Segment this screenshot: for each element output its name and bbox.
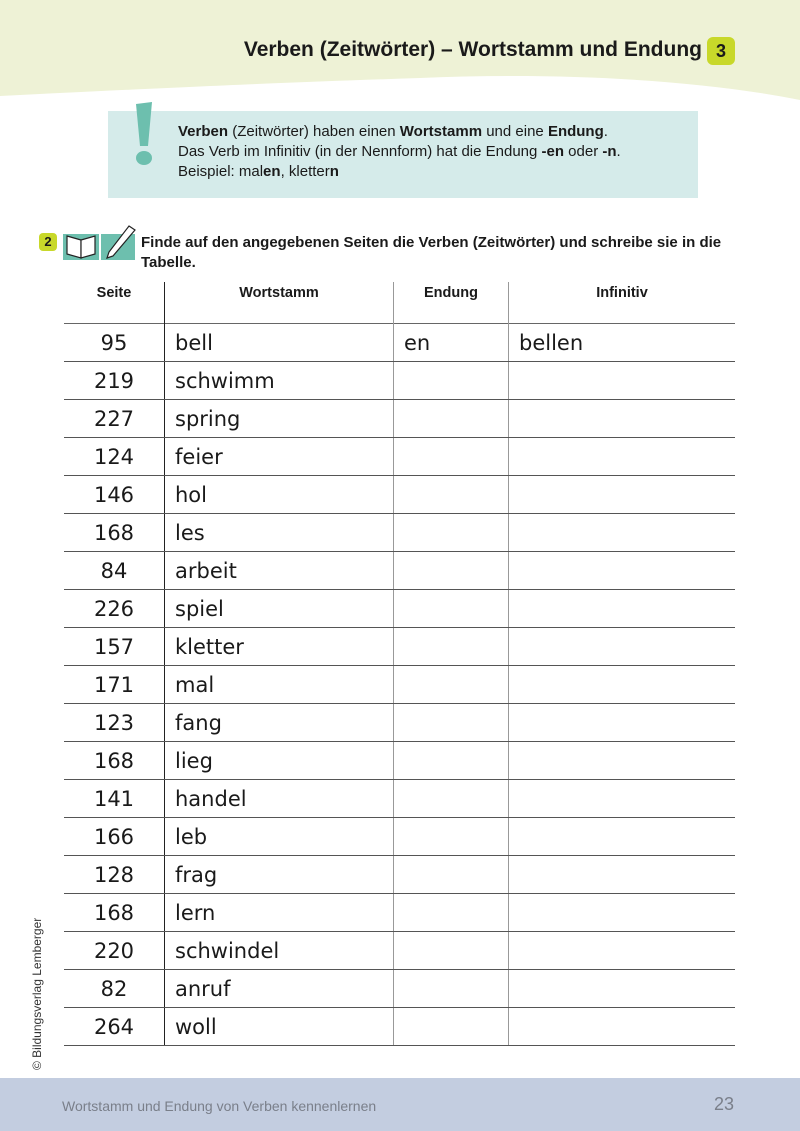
info-segment: -en [541, 143, 565, 160]
cell-infinitiv[interactable] [509, 704, 736, 742]
table-row [64, 742, 735, 780]
cell-infinitiv[interactable] [509, 970, 736, 1008]
header-infinitiv: Infinitiv [596, 285, 648, 301]
cell-endung[interactable] [394, 438, 509, 476]
info-segment: -n [602, 143, 617, 160]
cell-seite: 157 [64, 628, 165, 666]
cell-seite: 227 [64, 400, 165, 438]
cell-seite: 219 [64, 362, 165, 400]
cell-seite: 95 [64, 324, 165, 362]
info-segment: Endung [547, 123, 604, 140]
cell-endung[interactable] [394, 552, 509, 590]
cell-endung[interactable] [394, 400, 509, 438]
info-line-2 [178, 142, 621, 162]
cell-endung[interactable] [394, 514, 509, 552]
cell-wortstamm: anruf [165, 970, 394, 1008]
cell-endung[interactable]: en [394, 324, 509, 362]
cell-infinitiv[interactable] [509, 476, 736, 514]
table-row [64, 628, 735, 666]
info-segment: . [616, 143, 621, 160]
cell-wortstamm: fang [165, 704, 394, 742]
cell-endung[interactable] [394, 362, 509, 400]
table-row [64, 856, 735, 894]
cell-seite: 220 [64, 932, 165, 970]
table-row [64, 894, 735, 932]
cell-wortstamm: feier [165, 438, 394, 476]
cell-wortstamm: woll [165, 1008, 394, 1046]
chapter-badge: 3 [707, 37, 735, 65]
cell-infinitiv[interactable] [509, 400, 736, 438]
info-segment: Beispiel: mal [178, 163, 264, 180]
cell-seite: 168 [64, 894, 165, 932]
cell-endung[interactable] [394, 742, 509, 780]
cell-seite: 123 [64, 704, 165, 742]
cell-wortstamm: mal [165, 666, 394, 704]
pencil-icon [101, 226, 135, 260]
table-row [64, 704, 735, 742]
table-row [64, 666, 735, 704]
cell-infinitiv[interactable] [509, 552, 736, 590]
cell-seite: 146 [64, 476, 165, 514]
cell-wortstamm: spiel [165, 590, 394, 628]
exclamation-icon [128, 100, 164, 170]
cell-seite: 128 [64, 856, 165, 894]
cell-seite: 171 [64, 666, 165, 704]
table-row [64, 324, 735, 362]
cell-seite: 124 [64, 438, 165, 476]
task-instruction: Finde auf den angegebenen Seiten die Verben (Zeitwörter) und schreibe sie in die Tabelle. [141, 234, 722, 271]
cell-endung[interactable] [394, 590, 509, 628]
table-row [64, 818, 735, 856]
cell-infinitiv[interactable] [509, 780, 736, 818]
cell-wortstamm: lern [165, 894, 394, 932]
cell-seite: 166 [64, 818, 165, 856]
table-header-row [64, 282, 735, 324]
table-row [64, 552, 735, 590]
cell-endung[interactable] [394, 970, 509, 1008]
header-seite: Seite [64, 282, 165, 324]
info-segment: oder [564, 143, 603, 160]
cell-infinitiv[interactable] [509, 362, 736, 400]
cell-wortstamm: schwindel [165, 932, 394, 970]
cell-wortstamm: leb [165, 818, 394, 856]
info-segment: Das Verb im Infinitiv (in der Nennform) hat die Endung [178, 143, 542, 160]
info-line-3 [178, 162, 621, 182]
info-segment: n [329, 163, 339, 180]
header-endung: Endung [394, 282, 509, 324]
cell-wortstamm: spring [165, 400, 394, 438]
cell-endung[interactable] [394, 932, 509, 970]
cell-infinitiv[interactable] [509, 666, 736, 704]
cell-wortstamm: kletter [165, 628, 394, 666]
cell-infinitiv[interactable] [509, 590, 736, 628]
info-line-1 [178, 122, 621, 142]
cell-infinitiv[interactable]: bellen [509, 324, 736, 362]
cell-endung[interactable] [394, 894, 509, 932]
info-segment: und eine [482, 123, 548, 140]
cell-endung[interactable] [394, 1008, 509, 1046]
table-row [64, 1008, 735, 1046]
page-title: Verben (Zeitwörter) – Wortstamm und Endung [243, 38, 702, 61]
footer-text: Wortstamm und Endung von Verben kennenlernen [62, 1098, 377, 1114]
header-wortstamm: Wortstamm [165, 282, 394, 324]
cell-seite: 82 [64, 970, 165, 1008]
cell-infinitiv[interactable] [509, 818, 736, 856]
table-row [64, 590, 735, 628]
cell-endung[interactable] [394, 856, 509, 894]
cell-infinitiv[interactable] [509, 438, 736, 476]
cell-wortstamm: hol [165, 476, 394, 514]
cell-wortstamm: handel [165, 780, 394, 818]
book-icon [63, 234, 99, 260]
table-row [64, 400, 735, 438]
cell-infinitiv[interactable] [509, 894, 736, 932]
cell-seite: 264 [64, 1008, 165, 1046]
cell-endung[interactable] [394, 476, 509, 514]
table-row [64, 932, 735, 970]
page-number: 23 [714, 1094, 735, 1114]
copyright: © Bildungsverlag Lemberger [30, 917, 44, 1070]
table-row [64, 780, 735, 818]
info-segment: (Zeitwörter) haben einen [228, 123, 400, 140]
info-text [178, 122, 621, 182]
verb-table [64, 282, 735, 1046]
cell-endung[interactable] [394, 704, 509, 742]
cell-seite: 84 [64, 552, 165, 590]
info-segment: . [603, 123, 608, 140]
cell-seite: 168 [64, 514, 165, 552]
info-segment: en [263, 163, 281, 180]
cell-infinitiv[interactable] [509, 514, 736, 552]
info-segment: Verben [178, 123, 229, 140]
info-segment: , kletter [280, 163, 330, 180]
info-segment: Wortstamm [399, 123, 483, 140]
cell-wortstamm: schwimm [165, 362, 394, 400]
cell-endung[interactable] [394, 628, 509, 666]
cell-infinitiv[interactable] [509, 1008, 736, 1046]
cell-endung[interactable] [394, 780, 509, 818]
cell-wortstamm: lieg [165, 742, 394, 780]
table-row [64, 362, 735, 400]
cell-infinitiv[interactable] [509, 742, 736, 780]
table-row [64, 514, 735, 552]
cell-infinitiv[interactable] [509, 856, 736, 894]
cell-infinitiv[interactable] [509, 932, 736, 970]
cell-seite: 226 [64, 590, 165, 628]
table-row [64, 970, 735, 1008]
table-row [64, 476, 735, 514]
table-row [64, 438, 735, 476]
cell-wortstamm: les [165, 514, 394, 552]
cell-endung[interactable] [394, 666, 509, 704]
cell-seite: 168 [64, 742, 165, 780]
cell-wortstamm: arbeit [165, 552, 394, 590]
cell-wortstamm: bell [165, 324, 394, 362]
task-number-badge: 2 [39, 233, 57, 251]
cell-seite: 141 [64, 780, 165, 818]
cell-infinitiv[interactable] [509, 628, 736, 666]
cell-endung[interactable] [394, 818, 509, 856]
cell-wortstamm: frag [165, 856, 394, 894]
task-icons [63, 222, 137, 262]
